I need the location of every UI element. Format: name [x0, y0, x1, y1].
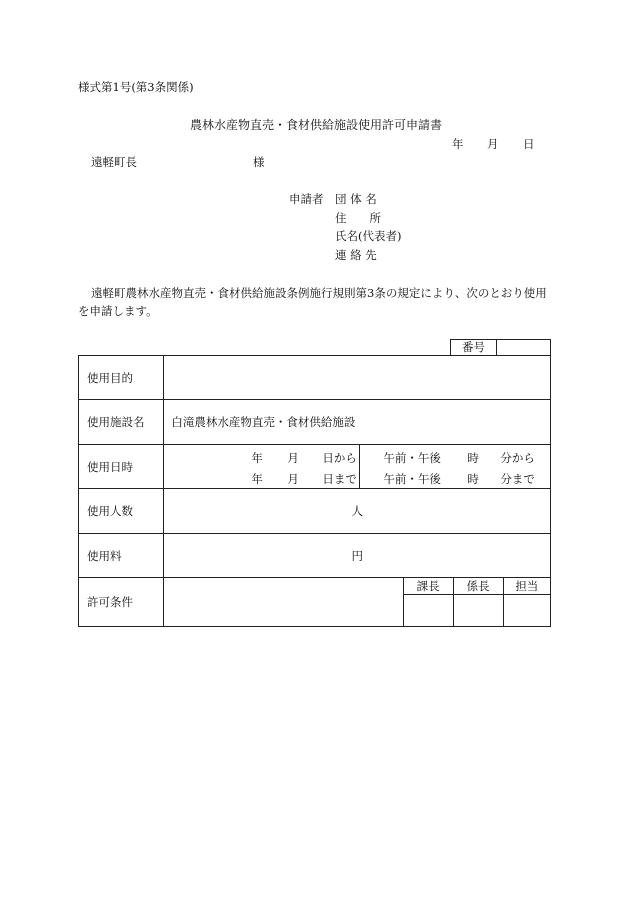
- form-number: 様式第1号(第3条関係): [78, 80, 194, 94]
- stamp-kacho[interactable]: [404, 595, 454, 627]
- date-end-hour: 時: [467, 472, 479, 486]
- applicant-org-field: 団 体 名: [335, 192, 377, 206]
- date-start-day: 日から: [322, 451, 357, 465]
- fee-row: [79, 534, 551, 578]
- date-label: 使用日時: [79, 445, 164, 489]
- applicant-address-field: 住 所: [335, 211, 381, 225]
- date-month: 月: [487, 137, 499, 151]
- date-day: 日: [523, 137, 535, 151]
- date-year: 年: [452, 137, 464, 151]
- date-end-minute: 分まで: [500, 472, 535, 486]
- date-start-ampm: 午前・午後: [383, 451, 441, 465]
- date-end-ampm: 午前・午後: [383, 472, 441, 486]
- purpose-label: 使用目的: [79, 356, 164, 400]
- body-text-line1: 遠軽町農林水産物直売・食材供給施設条例施行規則第3条の規定により、次のとおり使用: [91, 286, 547, 300]
- date-row: [79, 445, 551, 489]
- facility-value: 白滝農林水産物直売・食材供給施設: [164, 400, 551, 445]
- date-start-minute: 分から: [500, 451, 535, 465]
- applicant-name-field: 氏名(代表者): [335, 229, 402, 243]
- application-table: [78, 355, 551, 627]
- approver-kakaricho-label: 係長: [453, 578, 503, 595]
- fee-unit[interactable]: 円: [164, 534, 551, 578]
- condition-row: [79, 578, 551, 627]
- body-text-line2: を申請します。: [78, 304, 158, 318]
- date-divider: [359, 445, 360, 488]
- condition-value-cell[interactable]: [164, 578, 403, 627]
- stamp-kakaricho[interactable]: [453, 595, 503, 627]
- applicant-label: 申請者: [289, 192, 324, 206]
- facility-label: 使用施設名: [79, 400, 164, 445]
- fee-label: 使用料: [79, 534, 164, 578]
- approval-stamps: [403, 578, 550, 627]
- facility-row: [79, 400, 551, 445]
- date-end-day: 日まで: [322, 472, 357, 486]
- people-label: 使用人数: [79, 489, 164, 534]
- addressee-honorific: 様: [253, 155, 265, 169]
- approver-kacho-label: 課長: [404, 578, 454, 595]
- date-end-month: 月: [287, 472, 299, 486]
- date-value-cell[interactable]: [164, 445, 551, 489]
- people-unit[interactable]: 人: [164, 489, 551, 534]
- ban-label-box: [450, 339, 497, 355]
- approver-tanto-label: 担当: [503, 578, 550, 595]
- condition-label: 許可条件: [79, 578, 164, 627]
- addressee-name: 遠軽町長: [91, 155, 137, 169]
- applicant-contact-field: 連 絡 先: [335, 248, 377, 262]
- date-start-year: 年: [251, 451, 263, 465]
- date-start-hour: 時: [467, 451, 479, 465]
- ban-label: 番号: [462, 340, 485, 354]
- purpose-value-cell[interactable]: [164, 356, 551, 400]
- date-start-month: 月: [287, 451, 299, 465]
- date-end-year: 年: [251, 472, 263, 486]
- page-title: 農林水産物直売・食材供給施設使用許可申請書: [190, 118, 443, 132]
- purpose-row: [79, 356, 551, 400]
- ban-value-box[interactable]: [496, 339, 551, 355]
- stamp-tanto[interactable]: [503, 595, 550, 627]
- people-row: [79, 489, 551, 534]
- approval-grid: [404, 578, 550, 626]
